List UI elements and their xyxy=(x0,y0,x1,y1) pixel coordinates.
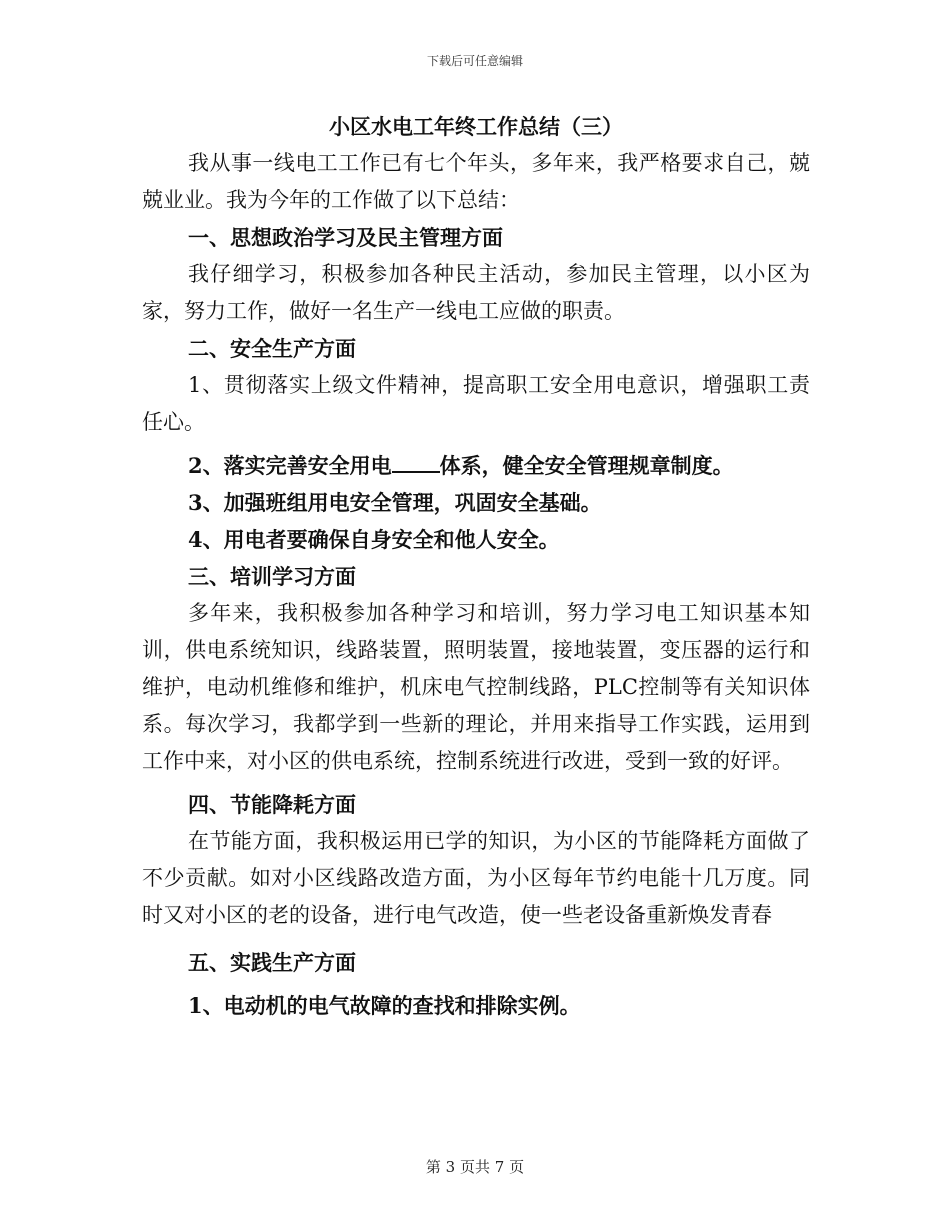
blank-underline xyxy=(392,453,440,473)
safety-item-1: 1、贯彻落实上级文件精神，提高职工安全用电意识，增强职工责任心。 xyxy=(142,373,810,434)
practice-item-1: 1、电动机的电气故障的查找和排除实例。 xyxy=(188,993,581,1018)
safety-item-2 xyxy=(142,447,810,484)
training-paragraph: 多年来，我积极参加各种学习和培训，努力学习电工知识基本知训，供电系统知识，线路装置，照明装置，接地装置，变压器的运行和维护，电动机维修和维护，机床电气控制线路，PLC控制等有关知识体系。每次学习，我都学到一些新的理论，并用来指导工作实践，运用到工作中来，对小区的供电系统，控制系统进行改进，受到一致的好评。 xyxy=(142,601,810,773)
page-header: 下载后可任意编辑 xyxy=(426,54,523,68)
safety-item-2-end: 体系，健全安全管理规章制度。 xyxy=(439,453,734,478)
safety-item-3: 3、加强班组用电安全管理，巩固安全基础。 xyxy=(188,490,602,515)
intro-paragraph: 我从事一线电工工作已有七个年头，多年来，我严格要求自己，兢兢业业。我为今年的工作做了以下总结： xyxy=(142,151,810,212)
safety-item-2-start: 2、落实完善安全用电 xyxy=(188,453,392,478)
section-heading-practice: 五、实践生产方面 xyxy=(188,950,356,975)
section-heading-training: 三、培训学习方面 xyxy=(188,564,356,589)
energy-paragraph: 在节能方面，我积极运用已学的知识，为小区的节能降耗方面做了不少贡献。如对小区线路改造方面，为小区每年节约电能十几万度。同时又对小区的老的设备，进行电气改造，使一些老设备重新焕发青春 xyxy=(142,829,810,927)
page-number: 第 3 页共 7 页 xyxy=(425,1158,525,1176)
politics-paragraph: 我仔细学习，积极参加各种民主活动，参加民主管理，以小区为家，努力工作，做好一名生产一线电工应做的职责。 xyxy=(142,262,810,323)
document-title: 小区水电工年终工作总结（三） xyxy=(329,114,623,139)
section-heading-safety: 二、安全生产方面 xyxy=(188,336,356,361)
document-body xyxy=(142,108,810,1024)
spacer xyxy=(142,934,810,944)
section-heading-politics: 一、思想政治学习及民主管理方面 xyxy=(188,225,503,250)
safety-item-4: 4、用电者要确保自身安全和他人安全。 xyxy=(188,527,560,552)
section-heading-energy: 四、节能降耗方面 xyxy=(188,792,356,817)
